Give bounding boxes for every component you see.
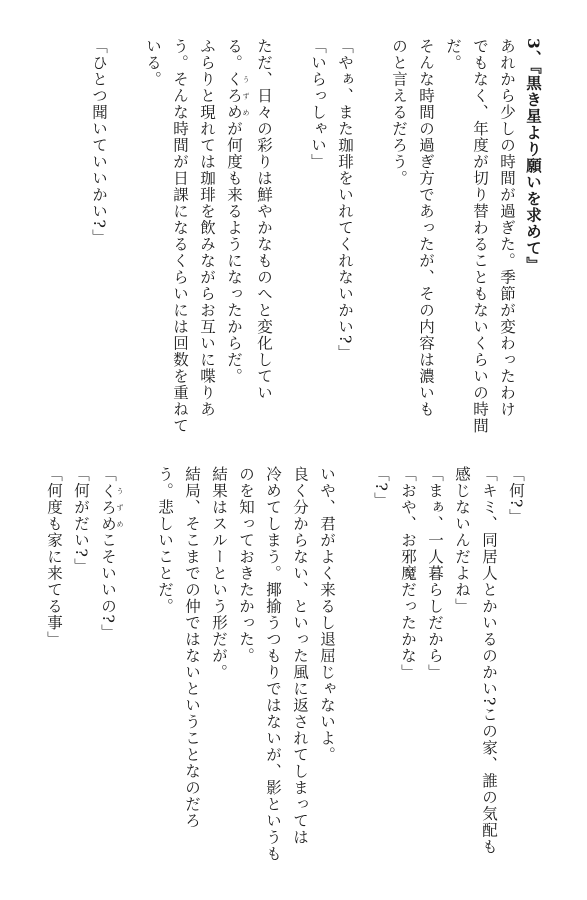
blank-line [124,466,151,843]
paragraph-line: う。そんな時間が日課になるくらいには回数を重ねて [171,38,189,434]
text-after-ruby: が何度も来るようになったからだ。 [225,120,243,385]
blank-line [112,38,139,433]
paragraph-line: 良く分からない、といった風に返されてしまっては [291,466,309,846]
blank-line [277,38,304,433]
paragraph-line: いる。 [144,38,162,88]
paragraph-line: ふらりと現れては珈琲を飲みながらお互いに喋りあ [198,38,216,418]
paragraph-line-with-ruby [220,38,250,433]
dialogue-line: 「まぁ、一人暮らしだから」 [426,466,444,681]
dialogue-line: 「何度も家に来てる事」 [45,466,63,648]
dialogue-line: 「キミ、同居人とかいるのかい?この家、誰の気配も [480,466,498,855]
text-before-ruby: 「 [99,466,117,483]
paragraph-line: 結局、そこまでの仲ではないということなのだろ [183,466,201,829]
paragraph-line: 結果はスルーという形だが。 [210,466,228,681]
text-column-block-bottom [40,466,529,862]
paragraph-line: でもなく、年度が切り替わることもないくらいの時間 [471,38,489,434]
dialogue-line: 感じないんだよね」 [453,466,471,615]
paragraph-line: そんな時間の過ぎ方であったが、その内容は濃いも [417,38,435,418]
dialogue-line: 「?」 [372,466,390,509]
dialogue-line: 「おや、お邪魔だったかな」 [399,466,417,681]
paragraph-line: のを知っておきたかった。 [237,466,255,664]
ruby-base: くろめ [225,71,243,121]
text-after-ruby: こそいいの?」 [99,532,117,641]
chapter-heading: 3、『黒き星より願いを求めて』 [524,38,543,274]
paragraph-line: いや、君がよく来るし退屈じゃないよ。 [318,466,336,763]
text-column-block-top [85,38,547,433]
text-before-ruby: る。 [225,38,243,71]
blank-line [358,38,385,433]
paragraph-line: 冷めてしまう。揶揄うつもりではないが、影というも [264,466,282,862]
dialogue-line: 「何?」 [507,466,525,525]
dialogue-line: 「何がだい?」 [72,466,90,575]
paragraph-line: う。悲しいことだ。 [156,466,174,615]
dialogue-line-with-ruby [94,466,124,843]
dialogue-line: 「いらっしゃい」 [309,38,327,170]
ruby-kurome [225,71,250,121]
paragraph-line: のと言えるだろう。 [390,38,408,187]
ruby-base: くろめ [99,482,117,532]
paragraph-line: ただ、日々の彩りは鮮やかなものへと変化してい [255,38,273,401]
paragraph-line: だ。 [444,38,462,71]
ruby-kurome [99,482,124,533]
ruby-reading: うずめ [116,482,124,532]
dialogue-line: 「やぁ、また珈琲をいれてくれないかい?」 [336,38,354,361]
paragraph-line: あれから少しの時間が過ぎた。季節が変わったわけ [498,38,516,418]
dialogue-line: 「ひとつ聞いていいかい?」 [90,38,108,246]
blank-line [340,466,367,843]
ruby-reading: うずめ [242,71,250,121]
